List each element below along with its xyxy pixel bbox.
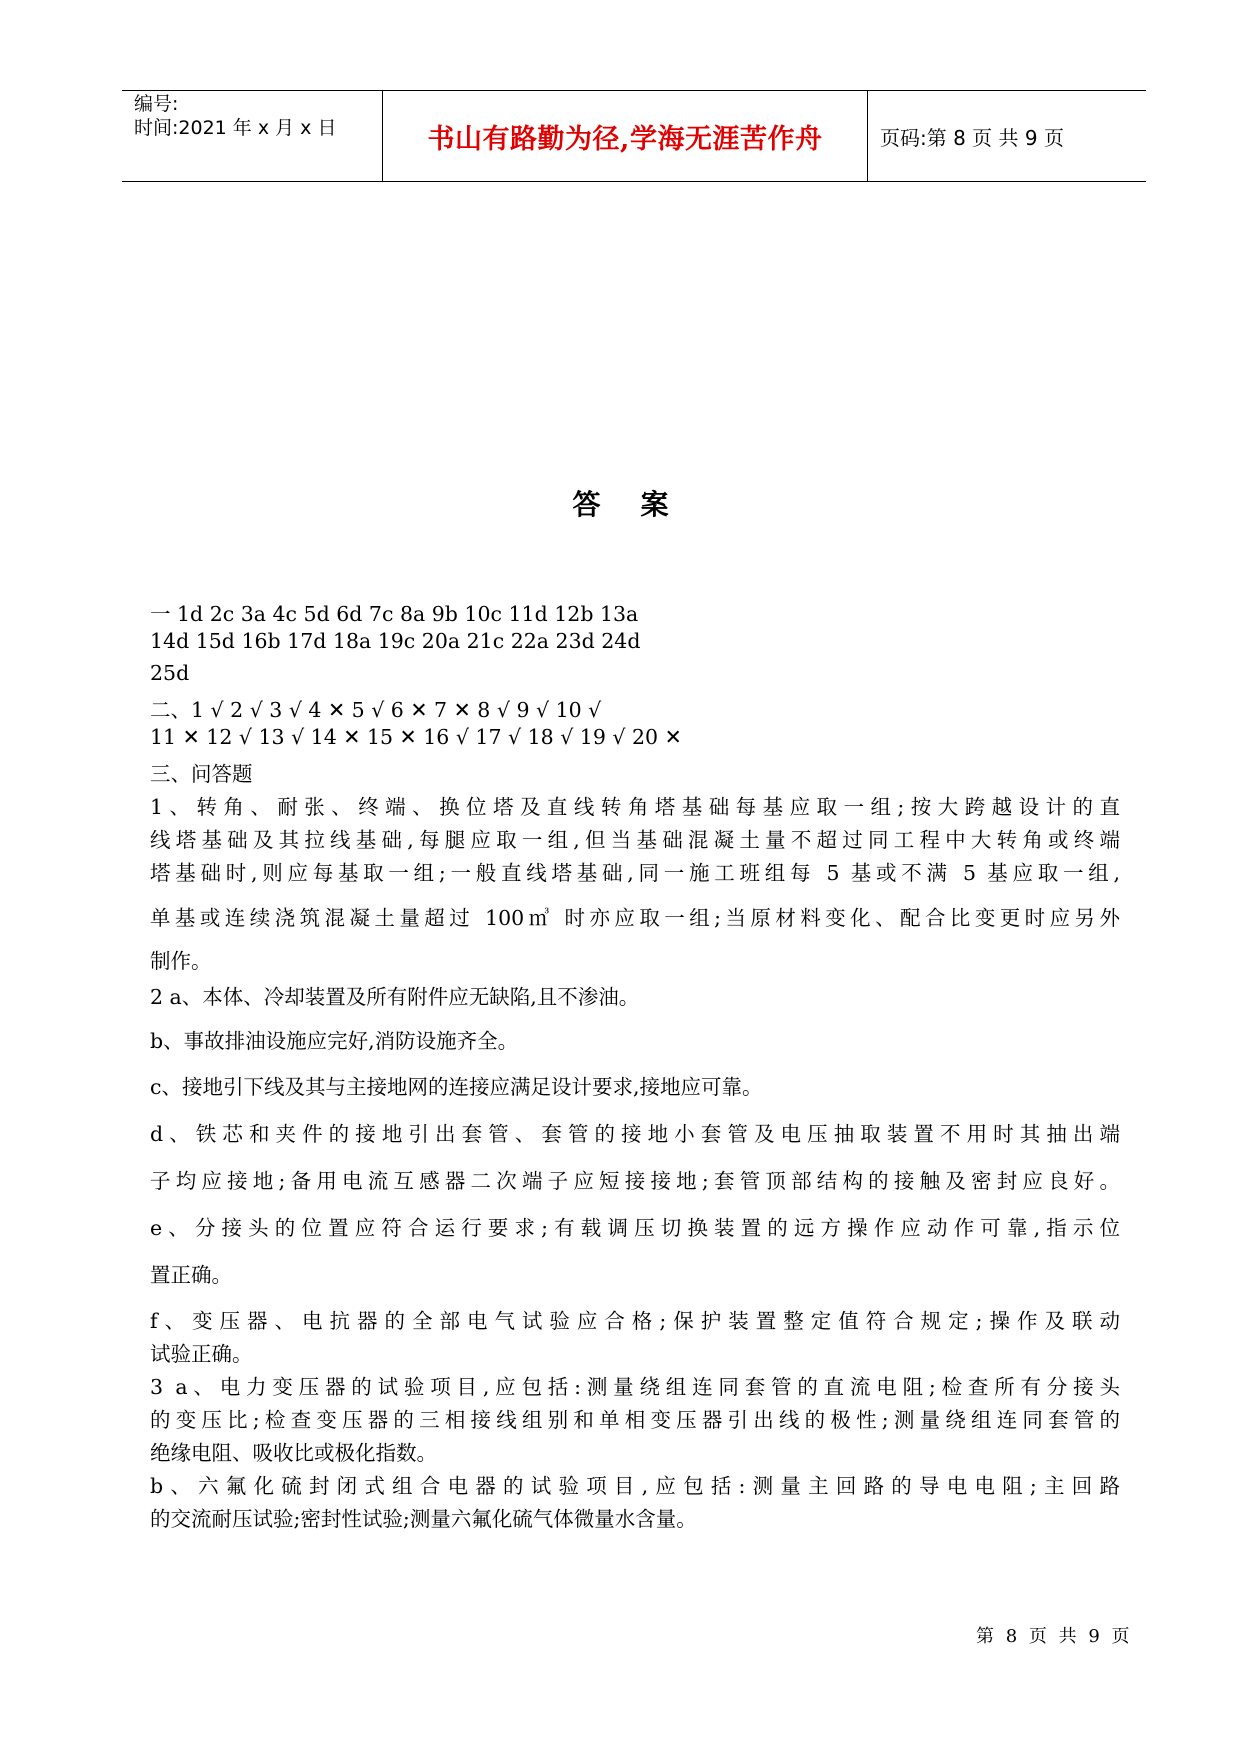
answer-line: 1、转角、耐张、终端、换位塔及直线转角塔基础每基应取一组;按大跨越设计的直 bbox=[150, 795, 1120, 819]
answer-line: 的交流耐压试验;密封性试验;测量六氟化硫气体微量水含量。 bbox=[150, 1507, 697, 1531]
answer-line: b、六氟化硫封闭式组合电器的试验项目,应包括:测量主回路的导电电阻;主回路 bbox=[150, 1474, 1120, 1498]
header-left-cell bbox=[134, 91, 382, 181]
answer-line: c、接地引下线及其与主接地网的连接应满足设计要求,接地应可靠。 bbox=[150, 1075, 763, 1099]
header-motto-cell bbox=[382, 91, 868, 181]
answer-line: 二、1 √ 2 √ 3 √ 4 ✕ 5 √ 6 ✕ 7 ✕ 8 √ 9 √ 10 √ bbox=[150, 698, 602, 722]
answer-line: 的变压比;检查变压器的三相接线组别和单相变压器引出线的极性;测量绕组连同套管的 bbox=[150, 1408, 1120, 1432]
answer-line: 塔基础时,则应每基取一组;一般直线塔基础,同一施工班组每 5 基或不满 5 基应取一组, bbox=[150, 861, 1120, 885]
answer-line: 三、问答题 bbox=[150, 762, 253, 786]
page-header bbox=[122, 90, 1146, 182]
answer-line: e、分接头的位置应符合运行要求;有载调压切换装置的远方操作应动作可靠,指示位 bbox=[150, 1216, 1120, 1240]
header-page-cell bbox=[868, 91, 1158, 181]
answer-line: 子均应接地;备用电流互感器二次端子应短接接地;套管顶部结构的接触及密封应良好。 bbox=[150, 1169, 1120, 1193]
answer-line: 置正确。 bbox=[150, 1263, 232, 1287]
answer-line: d、铁芯和夹件的接地引出套管、套管的接地小套管及电压抽取装置不用时其抽出端 bbox=[150, 1122, 1120, 1146]
page-title: 答案 bbox=[572, 488, 709, 521]
motto-text: 书山有路勤为径,学海无涯苦作舟 bbox=[427, 123, 823, 155]
answer-line: 一 1d 2c 3a 4c 5d 6d 7c 8a 9b 10c 11d 12b 13a bbox=[150, 602, 639, 626]
answer-line: 14d 15d 16b 17d 18a 19c 20a 21c 22a 23d 24d bbox=[150, 629, 641, 653]
answer-line: 单基或连续浇筑混凝土量超过 100㎥ 时亦应取一组;当原材料变化、配合比变更时应另外 bbox=[150, 906, 1120, 930]
answer-line: b、事故排油设施应完好,消防设施齐全。 bbox=[150, 1029, 519, 1053]
answer-line: f、变压器、电抗器的全部电气试验应合格;保护装置整定值符合规定;操作及联动 bbox=[150, 1309, 1120, 1333]
page-footer: 第 8 页 共 9 页 bbox=[976, 1626, 1133, 1647]
time-label: 时间:2021 年 x 月 x 日 bbox=[134, 117, 337, 139]
answer-line: 制作。 bbox=[150, 949, 212, 973]
number-label: 编号: bbox=[134, 93, 179, 115]
page-info: 页码:第 8 页 共 9 页 bbox=[880, 125, 1064, 150]
answer-line: 绝缘电阻、吸收比或极化指数。 bbox=[150, 1441, 437, 1465]
answer-line: 3 a、电力变压器的试验项目,应包括:测量绕组连同套管的直流电阻;检查所有分接头 bbox=[150, 1375, 1120, 1399]
answer-line: 试验正确。 bbox=[150, 1342, 253, 1366]
answer-line: 25d bbox=[150, 661, 190, 685]
answer-line: 线塔基础及其拉线基础,每腿应取一组,但当基础混凝土量不超过同工程中大转角或终端 bbox=[150, 828, 1120, 852]
answer-line: 2 a、本体、冷却装置及所有附件应无缺陷,且不渗油。 bbox=[150, 985, 640, 1009]
answer-line: 11 ✕ 12 √ 13 √ 14 ✕ 15 ✕ 16 √ 17 √ 18 √ 19 √ 20 ✕ bbox=[150, 725, 682, 749]
